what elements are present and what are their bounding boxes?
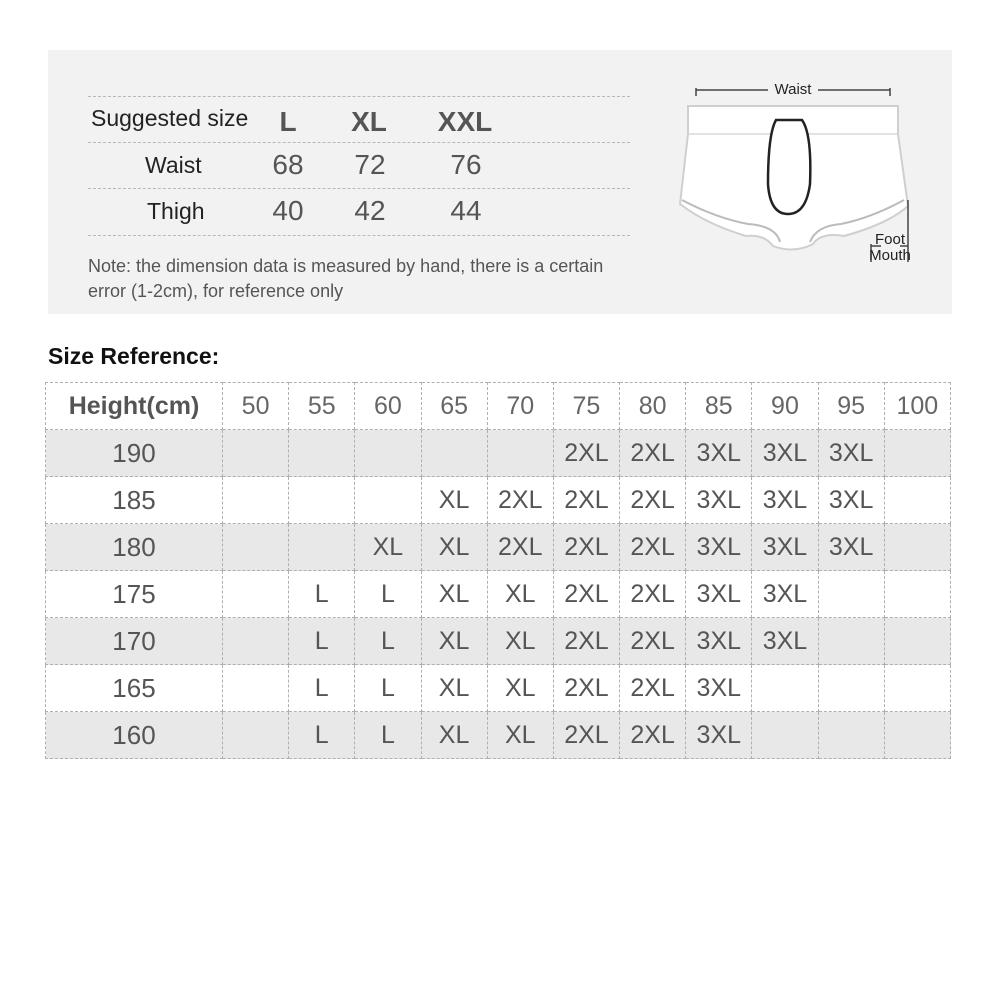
size-cell: 2XL bbox=[553, 571, 619, 618]
size-cell: L bbox=[289, 665, 355, 712]
size-cell: 3XL bbox=[686, 430, 752, 477]
size-cell: XL bbox=[421, 665, 487, 712]
size-cell bbox=[884, 665, 950, 712]
size-cell bbox=[289, 524, 355, 571]
size-cell: 3XL bbox=[752, 477, 818, 524]
size-cell: 2XL bbox=[553, 712, 619, 759]
height-cell: 165 bbox=[46, 665, 223, 712]
size-cell: 2XL bbox=[620, 430, 686, 477]
size-cell: 3XL bbox=[752, 430, 818, 477]
size-cell: 2XL bbox=[620, 571, 686, 618]
briefs-diagram bbox=[676, 74, 946, 304]
weight-header: 50 bbox=[223, 383, 289, 430]
size-cell bbox=[884, 712, 950, 759]
size-cell: 3XL bbox=[686, 618, 752, 665]
size-cell: 3XL bbox=[818, 477, 884, 524]
weight-header: 95 bbox=[818, 383, 884, 430]
size-cell: 2XL bbox=[620, 618, 686, 665]
size-cell: 2XL bbox=[620, 712, 686, 759]
size-cell: XL bbox=[487, 618, 553, 665]
table-row bbox=[46, 712, 951, 759]
size-cell: L bbox=[355, 665, 421, 712]
weight-header: 70 bbox=[487, 383, 553, 430]
size-cell: 2XL bbox=[553, 524, 619, 571]
size-cell bbox=[884, 477, 950, 524]
table-row bbox=[46, 571, 951, 618]
waist-l-value: 68 bbox=[272, 149, 304, 180]
table-row bbox=[46, 524, 951, 571]
height-cell: 190 bbox=[46, 430, 223, 477]
waist-xl-value: 72 bbox=[354, 149, 386, 180]
weight-header: 90 bbox=[752, 383, 818, 430]
table-header-row bbox=[46, 383, 951, 430]
weight-header: 80 bbox=[620, 383, 686, 430]
size-cell bbox=[884, 571, 950, 618]
mouth-diagram-label: Mouth bbox=[869, 247, 911, 264]
size-cell bbox=[752, 712, 818, 759]
size-cell: L bbox=[289, 571, 355, 618]
thigh-xxl-value: 44 bbox=[450, 195, 482, 226]
size-cell: 3XL bbox=[752, 571, 818, 618]
size-cell: 2XL bbox=[553, 477, 619, 524]
size-cell bbox=[223, 665, 289, 712]
table-row bbox=[46, 665, 951, 712]
size-cell: 3XL bbox=[752, 618, 818, 665]
size-cell: L bbox=[289, 618, 355, 665]
height-cell: 180 bbox=[46, 524, 223, 571]
size-cell bbox=[355, 430, 421, 477]
size-cell bbox=[818, 618, 884, 665]
size-cell: XL bbox=[421, 712, 487, 759]
height-cell: 160 bbox=[46, 712, 223, 759]
height-column-header: Height(cm) bbox=[46, 383, 223, 430]
size-cell: 2XL bbox=[553, 430, 619, 477]
briefs-outline bbox=[680, 106, 908, 250]
note-line-2: error (1-2cm), for reference only bbox=[88, 281, 344, 301]
divider bbox=[88, 235, 630, 236]
size-cell: XL bbox=[421, 477, 487, 524]
size-cell bbox=[752, 665, 818, 712]
size-cell: L bbox=[355, 618, 421, 665]
table-body bbox=[46, 430, 951, 759]
divider bbox=[88, 188, 630, 189]
size-cell: 2XL bbox=[620, 477, 686, 524]
weight-header: 100 bbox=[884, 383, 950, 430]
size-cell: L bbox=[355, 712, 421, 759]
size-l-header: L bbox=[279, 106, 297, 137]
size-cell: 2XL bbox=[553, 618, 619, 665]
size-cell bbox=[223, 712, 289, 759]
size-cell bbox=[355, 477, 421, 524]
measurement-note bbox=[88, 254, 718, 304]
table-row bbox=[46, 477, 951, 524]
size-cell: 2XL bbox=[553, 665, 619, 712]
size-cell: 3XL bbox=[686, 477, 752, 524]
size-cell: 3XL bbox=[752, 524, 818, 571]
size-cell bbox=[884, 524, 950, 571]
size-cell: XL bbox=[487, 712, 553, 759]
size-cell: 3XL bbox=[686, 712, 752, 759]
size-cell bbox=[487, 430, 553, 477]
height-cell: 185 bbox=[46, 477, 223, 524]
thigh-xl-value: 42 bbox=[354, 195, 386, 226]
note-line-1: Note: the dimension data is measured by hand, there is a certain bbox=[88, 256, 604, 276]
size-cell: 2XL bbox=[487, 477, 553, 524]
size-cell: XL bbox=[421, 524, 487, 571]
size-cell: L bbox=[289, 712, 355, 759]
size-cell bbox=[223, 524, 289, 571]
weight-header: 55 bbox=[289, 383, 355, 430]
size-cell bbox=[421, 430, 487, 477]
size-cell: 2XL bbox=[620, 665, 686, 712]
size-cell bbox=[223, 477, 289, 524]
weight-header: 85 bbox=[686, 383, 752, 430]
height-cell: 175 bbox=[46, 571, 223, 618]
size-xxl-header: XXL bbox=[437, 106, 493, 137]
size-cell: XL bbox=[421, 571, 487, 618]
size-cell: 3XL bbox=[818, 524, 884, 571]
size-cell bbox=[289, 430, 355, 477]
weight-header: 65 bbox=[421, 383, 487, 430]
waist-measure-line bbox=[696, 81, 890, 98]
size-cell: L bbox=[355, 571, 421, 618]
size-reference-table bbox=[45, 382, 951, 759]
size-cell bbox=[223, 571, 289, 618]
size-cell: XL bbox=[487, 665, 553, 712]
size-xl-header: XL bbox=[351, 106, 387, 137]
size-cell: XL bbox=[421, 618, 487, 665]
size-cell: 3XL bbox=[818, 430, 884, 477]
height-cell: 170 bbox=[46, 618, 223, 665]
suggested-size-panel bbox=[48, 50, 952, 314]
size-cell bbox=[223, 618, 289, 665]
size-cell: 2XL bbox=[620, 524, 686, 571]
foot-diagram-label: Foot bbox=[874, 231, 906, 248]
size-cell: 3XL bbox=[686, 524, 752, 571]
size-cell bbox=[223, 430, 289, 477]
size-cell: 2XL bbox=[487, 524, 553, 571]
size-cell bbox=[818, 712, 884, 759]
size-cell bbox=[884, 618, 950, 665]
waist-row-label: Waist bbox=[145, 152, 202, 178]
size-cell bbox=[289, 477, 355, 524]
divider bbox=[88, 96, 630, 97]
table-row bbox=[46, 618, 951, 665]
size-cell: XL bbox=[355, 524, 421, 571]
table-row bbox=[46, 430, 951, 477]
suggested-size-label: Suggested size bbox=[91, 105, 249, 131]
size-cell bbox=[884, 430, 950, 477]
weight-header: 75 bbox=[553, 383, 619, 430]
divider bbox=[88, 142, 630, 143]
waist-xxl-value: 76 bbox=[450, 149, 482, 180]
thigh-row-label: Thigh bbox=[147, 198, 205, 224]
weight-header: 60 bbox=[355, 383, 421, 430]
thigh-l-value: 40 bbox=[272, 195, 304, 226]
waist-diagram-label: Waist bbox=[774, 81, 812, 98]
size-cell: 3XL bbox=[686, 665, 752, 712]
size-cell bbox=[818, 665, 884, 712]
size-cell: XL bbox=[487, 571, 553, 618]
size-reference-title: Size Reference: bbox=[48, 343, 220, 369]
size-cell: 3XL bbox=[686, 571, 752, 618]
size-cell bbox=[818, 571, 884, 618]
